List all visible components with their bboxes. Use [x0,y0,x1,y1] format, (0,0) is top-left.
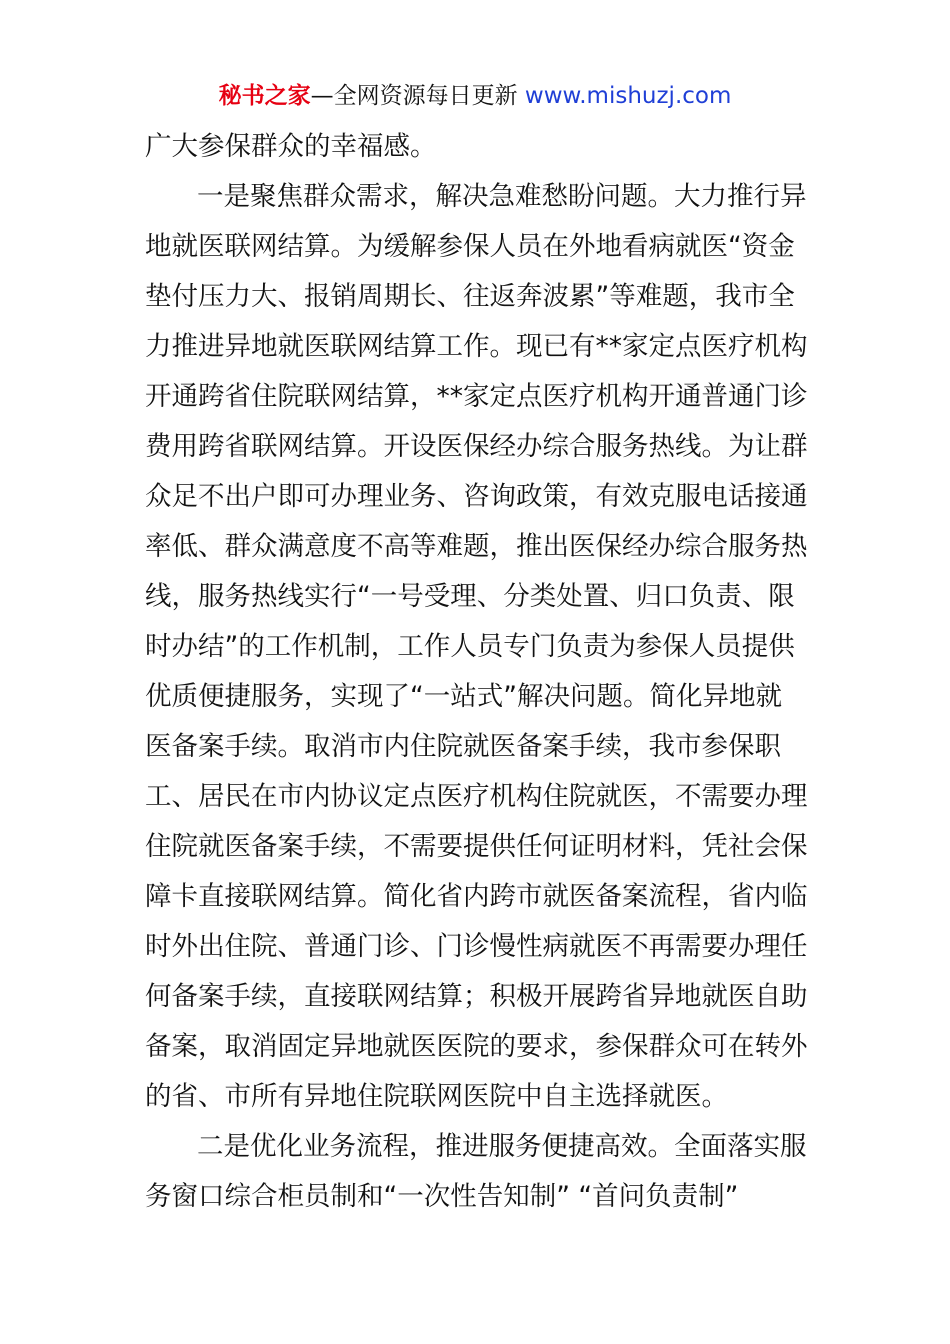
text-line: 医备案手续。取消市内住院就医备案手续，我市参保职 [145,731,781,762]
text-line: 工、居民在市内协议定点医疗机构住院就医，不需要办理 [145,781,808,812]
paragraph-start-line: 一是聚焦群众需求，解决急难愁盼问题。大力推行异 [197,181,807,212]
text-line: 的省、市所有异地住院联网医院中自主选择就医。 [145,1081,728,1112]
text-line: 线，服务热线实行“一号受理、分类处置、归口负责、限 [145,581,795,612]
header-slogan: —全网资源每日更新 [310,83,525,109]
text-line: 备案，取消固定异地就医医院的要求，参保群众可在转外 [145,1031,808,1062]
text-line: 优质便捷服务，实现了“一站式”解决问题。简化异地就 [145,681,782,712]
text-line: 费用跨省联网结算。开设医保经办综合服务热线。为让群 [145,431,808,462]
text-line: 时办结”的工作机制，工作人员专门负责为参保人员提供 [145,631,795,662]
text-line: 力推进异地就医联网结算工作。现已有**家定点医疗机构 [145,331,808,362]
text-line: 务窗口综合柜员制和“一次性告知制” “首问负责制” [145,1181,739,1212]
paragraph-start-line: 二是优化业务流程，推进服务便捷高效。全面落实服 [197,1131,807,1162]
text-line: 垫付压力大、报销周期长、往返奔波累”等难题，我市全 [145,281,795,312]
page-header [0,80,950,112]
text-line: 障卡直接联网结算。简化省内跨市就医备案流程，省内临 [145,881,808,912]
text-line: 率低、群众满意度不高等难题，推出医保经办综合服务热 [145,531,808,562]
header-brand: 秘书之家 [218,83,311,109]
text-line: 地就医联网结算。为缓解参保人员在外地看病就医“资金 [145,231,795,262]
text-line: 何备案手续，直接联网结算；积极开展跨省异地就医自助 [145,981,808,1012]
document-body [145,122,810,1222]
text-line: 众足不出户即可办理业务、咨询政策，有效克服电话接通 [145,481,808,512]
text-line: 时外出住院、普通门诊、门诊慢性病就医不再需要办理任 [145,931,808,962]
text-line: 广大参保群众的幸福感。 [145,131,437,162]
header-url-link[interactable]: www.mishuzj.com [524,83,732,109]
text-line: 住院就医备案手续，不需要提供任何证明材料，凭社会保 [145,831,808,862]
text-line: 开通跨省住院联网结算，**家定点医疗机构开通普通门诊 [145,381,808,412]
